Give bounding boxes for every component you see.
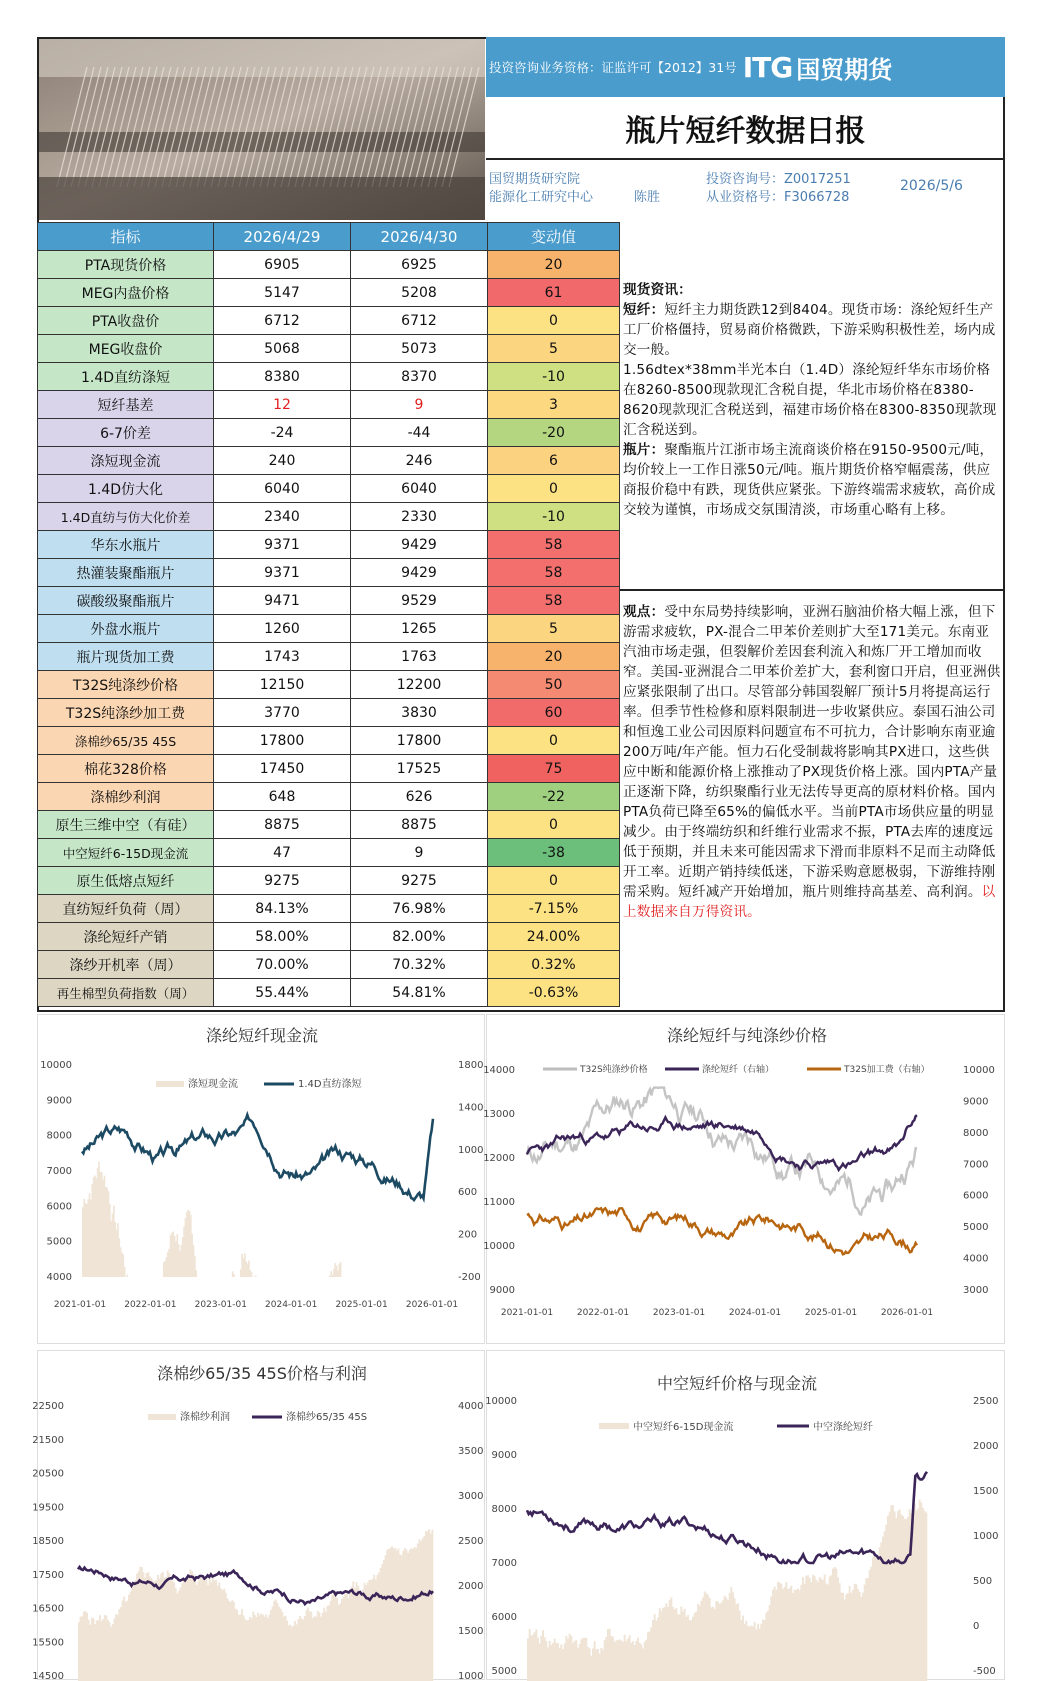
report-title: 瓶片短纤数据日报: [486, 97, 1005, 160]
axis-tick-label: 10000: [963, 1065, 995, 1076]
value-curr: 17800: [351, 727, 488, 755]
x-tick-label: 2026-01-01: [880, 1308, 934, 1318]
qualification-text: 投资咨询业务资格：证监许可【2012】31号: [489, 60, 737, 75]
axis-tick-label: 10000: [483, 1241, 515, 1252]
change-value: 0.32%: [488, 951, 620, 979]
area-bar: [255, 1276, 257, 1277]
x-tick-label: 2022-01-01: [576, 1308, 630, 1318]
value-curr: 6712: [351, 307, 488, 335]
value-prev: 17800: [214, 727, 351, 755]
change-value: 0: [488, 475, 620, 503]
x-tick-label: 2023-01-01: [652, 1308, 706, 1318]
change-value: 0: [488, 727, 620, 755]
legend-swatch-area: [148, 1414, 176, 1420]
axis-tick-label: 18500: [32, 1536, 64, 1547]
row-label: 原生低熔点短纤: [38, 867, 214, 895]
table-row: [38, 419, 620, 447]
consult-number: 投资咨询号：Z0017251: [706, 172, 851, 187]
table-row: [38, 671, 620, 699]
row-label: 碳酸级聚酯瓶片: [38, 587, 214, 615]
axis-tick-label: 19500: [32, 1502, 64, 1514]
axis-tick-label: 1000: [973, 1531, 999, 1542]
change-value: 60: [488, 699, 620, 727]
value-curr: 82.00%: [351, 923, 488, 951]
axis-tick-label: 7000: [963, 1159, 989, 1171]
value-curr: 5208: [351, 279, 488, 307]
axis-tick-label: 20500: [32, 1468, 64, 1480]
row-label: 1.4D仿大化: [38, 475, 214, 503]
axis-tick-label: 4000: [963, 1253, 989, 1265]
row-label: 原生三维中空（有硅）: [38, 811, 214, 839]
change-value: 6: [488, 447, 620, 475]
axis-tick-label: 14500: [32, 1671, 64, 1681]
value-prev: -24: [214, 419, 351, 447]
series-line: [527, 1088, 917, 1215]
legend-label: 涤纶短纤（右轴）: [702, 1065, 775, 1075]
value-prev: 70.00%: [214, 951, 351, 979]
header-banner: [486, 37, 1005, 97]
table-row: [38, 643, 620, 671]
table-row: [38, 951, 620, 979]
axis-tick-label: 6000: [46, 1201, 72, 1213]
area-bar: [195, 1270, 197, 1277]
axis-tick-label: 3000: [458, 1491, 484, 1502]
series-line: [82, 1115, 433, 1200]
row-label: 涤纶短纤产销: [38, 923, 214, 951]
row-label: PTA收盘价: [38, 307, 214, 335]
value-curr: 9429: [351, 531, 488, 559]
table-row: [38, 251, 620, 279]
value-prev: 8380: [214, 363, 351, 391]
col-header: 变动值: [488, 223, 620, 251]
spot-news-box: [620, 222, 1005, 591]
series-line: [527, 1208, 917, 1254]
value-prev: 17450: [214, 755, 351, 783]
table-row: [38, 447, 620, 475]
legend-label: 涤棉纱65/35 45S: [286, 1412, 368, 1423]
row-label: PTA现货价格: [38, 251, 214, 279]
change-value: 58: [488, 559, 620, 587]
x-tick-label: 2024-01-01: [265, 1300, 318, 1310]
axis-tick-label: 12000: [483, 1153, 515, 1164]
area-bar: [233, 1274, 235, 1277]
col-header: 2026/4/30: [351, 223, 488, 251]
axis-tick-label: 1500: [973, 1486, 999, 1497]
table-row: [38, 531, 620, 559]
company-name: 国贸期货: [796, 55, 893, 84]
value-prev: 12: [214, 391, 351, 419]
table-row: [38, 755, 620, 783]
table-row: [38, 559, 620, 587]
value-prev: 8875: [214, 811, 351, 839]
row-label: 中空短纤6-15D现金流: [38, 839, 214, 867]
axis-tick-label: 0: [973, 1621, 980, 1632]
row-label: 涤棉纱65/35 45S: [38, 727, 214, 755]
table-row: [38, 615, 620, 643]
value-prev: 6905: [214, 251, 351, 279]
row-label: 涤短现金流: [38, 447, 214, 475]
row-label: 涤纱开机率（周）: [38, 951, 214, 979]
axis-tick-label: 4000: [458, 1401, 484, 1412]
axis-tick-label: 7000: [46, 1166, 72, 1177]
area-bar: [127, 1275, 129, 1277]
legend-label: 涤短现金流: [188, 1079, 238, 1090]
axis-tick-label: 5000: [46, 1236, 72, 1248]
table-row: [38, 503, 620, 531]
view-text: 受中东局势持续影响，亚洲石脑油价格大幅上涨，但下游需求疲软，PX-混合二甲苯价差则扩大至171美元。东南亚汽油市场走强，但裂解价差因套利流入和炼厂开工增加而收窄。美国-亚洲混合二甲苯价差扩大，套利窗口开启，但亚洲供应紧张限制了出口。尽管部分韩国裂解厂预计5月将提高运行率。但季节性检修和原料限制进一步收紧供应。泰国石油公司和恒逸工业公司因原料问题宣布不可抗力，合计影响东南亚逾200万吨/年产能。恒力石化受制裁将影响其PX进口，这些供应中断和能源价格上涨推动了PX现货价格上涨。国内PTA产量正逐渐下降，纺织聚酯行业无法传导更高的原材料价格。国内PTA负荷已降至65%的偏低水平。当前PTA市场供应量的明显减少。由于终端纺织和纤维行业需求不振，PTA去库的速度远低于预期，并且未来可能因需求下滑而非原料不足而主动降低开工率。近期产销持续低迷，下游采购意愿极弱，下游维持刚需采购。短纤减产开始增加，瓶片则维持高基差、高利润。: [623, 604, 1001, 900]
row-label: 6-7价差: [38, 419, 214, 447]
axis-tick-label: 14000: [483, 1065, 515, 1076]
value-prev: 1743: [214, 643, 351, 671]
area-bar: [124, 1267, 126, 1277]
value-curr: 626: [351, 783, 488, 811]
axis-tick-label: 13000: [483, 1109, 515, 1120]
x-tick-label: 2023-01-01: [194, 1300, 247, 1310]
table-row: [38, 727, 620, 755]
chart-tc-yarn: [32, 1350, 485, 1681]
row-label: 再生棉型负荷指数（周）: [38, 979, 214, 1007]
value-prev: 6712: [214, 307, 351, 335]
row-label: T32S纯涤纱价格: [38, 671, 214, 699]
table-row: [38, 279, 620, 307]
value-curr: 3830: [351, 699, 488, 727]
value-prev: 55.44%: [214, 979, 351, 1007]
axis-tick-label: 1500: [458, 1626, 484, 1637]
legend-label: T32S加工费（右轴）: [844, 1065, 930, 1075]
axis-tick-label: 2000: [458, 1581, 484, 1592]
row-label: MEG内盘价格: [38, 279, 214, 307]
value-curr: 12200: [351, 671, 488, 699]
table-row: [38, 307, 620, 335]
area-bar: [340, 1262, 342, 1277]
row-label: 热灌装聚酯瓶片: [38, 559, 214, 587]
chart-hollow-fiber: [486, 1350, 1005, 1680]
series-line: [527, 1472, 927, 1563]
table-row: [38, 475, 620, 503]
table-row: [38, 867, 620, 895]
change-value: 50: [488, 671, 620, 699]
row-label: MEG收盘价: [38, 335, 214, 363]
change-value: 24.00%: [488, 923, 620, 951]
value-prev: 6040: [214, 475, 351, 503]
value-curr: 246: [351, 447, 488, 475]
axis-tick-label: 3500: [458, 1446, 484, 1457]
institute: 国贸期货研究院: [489, 172, 581, 187]
value-curr: 9: [351, 391, 488, 419]
x-tick-label: 2024-01-01: [728, 1308, 782, 1318]
axis-tick-label: 5000: [963, 1222, 989, 1234]
axis-tick-label: 15500: [32, 1637, 64, 1649]
value-prev: 3770: [214, 699, 351, 727]
value-prev: 9371: [214, 531, 351, 559]
value-prev: 9471: [214, 587, 351, 615]
axis-tick-label: 10000: [485, 1396, 517, 1407]
value-prev: 5147: [214, 279, 351, 307]
axis-tick-label: 9000: [963, 1096, 989, 1108]
spot-heading: 现货资讯：: [623, 282, 692, 298]
axis-tick-label: 9000: [491, 1450, 517, 1461]
change-value: -10: [488, 363, 620, 391]
change-value: 75: [488, 755, 620, 783]
value-curr: 9529: [351, 587, 488, 615]
value-curr: 8370: [351, 363, 488, 391]
col-header: 2026/4/29: [214, 223, 351, 251]
table-row: [38, 391, 620, 419]
view-box: [620, 602, 1005, 922]
value-prev: 5068: [214, 335, 351, 363]
axis-tick-label: -500: [973, 1666, 996, 1677]
value-prev: 1260: [214, 615, 351, 643]
axis-tick-label: 3000: [963, 1285, 989, 1296]
table-row: [38, 979, 620, 1007]
value-curr: 9275: [351, 867, 488, 895]
value-curr: 17525: [351, 755, 488, 783]
pf-text-2: 1.56dtex*38mm半光本白（1.4D）涤纶短纤华东市场价格在8260-8500现款现汇含税自提，华北市场价格在8380-8620现款现汇含税送到，福建市场价格在8300-8350现款现汇含税送到。: [623, 362, 997, 438]
bottle-label: 瓶片：: [623, 442, 665, 458]
change-value: 5: [488, 615, 620, 643]
legend-label: 中空涤纶短纤: [813, 1422, 873, 1433]
pf-label: 短纤：: [623, 302, 665, 318]
axis-tick-label: 500: [973, 1576, 993, 1587]
axis-tick-label: 16500: [32, 1603, 64, 1615]
value-curr: 8875: [351, 811, 488, 839]
value-curr: 5073: [351, 335, 488, 363]
axis-tick-label: 7000: [491, 1558, 517, 1569]
value-prev: 240: [214, 447, 351, 475]
chart-title: 涤纶短纤与纯涤纱价格: [666, 1026, 828, 1045]
axis-tick-label: 9000: [46, 1095, 72, 1107]
table-row: [38, 699, 620, 727]
cert-number: 从业资格号：F3066728: [706, 190, 850, 205]
change-value: 61: [488, 279, 620, 307]
value-prev: 648: [214, 783, 351, 811]
axis-tick-label: 2000: [973, 1441, 999, 1452]
change-value: 20: [488, 251, 620, 279]
change-value: -7.15%: [488, 895, 620, 923]
legend-swatch-area: [156, 1081, 184, 1087]
report-date: 2026/5/6: [900, 178, 963, 194]
axis-tick-label: 22500: [32, 1401, 64, 1412]
chart-title: 涤棉纱65/35 45S价格与利润: [157, 1364, 367, 1383]
value-curr: 9: [351, 839, 488, 867]
x-tick-label: 2025-01-01: [804, 1308, 858, 1318]
axis-tick-label: 8000: [46, 1130, 72, 1142]
axis-tick-label: 2500: [973, 1396, 999, 1407]
report-meta: [486, 162, 1005, 220]
view-label: 观点：: [623, 604, 665, 620]
change-value: 0: [488, 307, 620, 335]
chart-title: 涤纶短纤现金流: [205, 1026, 319, 1045]
table-row: [38, 895, 620, 923]
change-value: 58: [488, 531, 620, 559]
change-value: 0: [488, 867, 620, 895]
legend-label: T32S纯涤纱价格: [580, 1065, 648, 1075]
axis-tick-label: 6000: [963, 1190, 989, 1202]
chart-title: 中空短纤价格与现金流: [656, 1374, 818, 1393]
change-value: 0: [488, 811, 620, 839]
axis-tick-label: 8000: [491, 1504, 517, 1515]
axis-tick-label: 1000: [458, 1671, 484, 1681]
change-value: -38: [488, 839, 620, 867]
axis-tick-label: 4000: [46, 1272, 72, 1283]
change-value: -0.63%: [488, 979, 620, 1007]
chart-cashflow: [37, 1014, 485, 1344]
analyst-name: 陈胜: [634, 190, 661, 205]
legend-label: 中空短纤6-15D现金流: [633, 1422, 734, 1433]
legend-label: 涤棉纱利润: [180, 1412, 230, 1423]
row-label: 直纺短纤负荷（周）: [38, 895, 214, 923]
source-note: 以上数据来自万得资讯。: [623, 884, 996, 920]
row-label: 华东水瓶片: [38, 531, 214, 559]
value-curr: -44: [351, 419, 488, 447]
axis-tick-label: 1400: [458, 1102, 484, 1114]
value-prev: 84.13%: [214, 895, 351, 923]
change-value: 5: [488, 335, 620, 363]
value-curr: 9429: [351, 559, 488, 587]
area-bar: [431, 1530, 433, 1681]
axis-tick-label: 200: [458, 1229, 478, 1241]
row-label: 棉花328价格: [38, 755, 214, 783]
area-bar: [925, 1513, 927, 1681]
axis-tick-label: 9000: [489, 1285, 515, 1296]
value-prev: 2340: [214, 503, 351, 531]
research-center: 能源化工研究中心: [489, 190, 594, 205]
value-curr: 1265: [351, 615, 488, 643]
table-row: [38, 839, 620, 867]
row-label: 瓶片现货加工费: [38, 643, 214, 671]
row-label: T32S纯涤纱加工费: [38, 699, 214, 727]
value-curr: 2330: [351, 503, 488, 531]
table-row: [38, 587, 620, 615]
table-row: [38, 335, 620, 363]
area-bar: [251, 1272, 253, 1277]
change-value: -22: [488, 783, 620, 811]
bottle-text: 聚酯瓶片江浙市场主流商谈价格在9150-9500元/吨，均价较上一工作日涨50元/吨。瓶片期货价格窄幅震荡，供应商报价稳中有跌，现货供应紧张。下游终端需求疲软，高价成交较为谨慎，市场成交氛围清淡，市场重心略有上移。: [623, 442, 996, 518]
change-value: -10: [488, 503, 620, 531]
change-value: 58: [488, 587, 620, 615]
table-row: [38, 923, 620, 951]
table-row: [38, 783, 620, 811]
row-label: 外盘水瓶片: [38, 615, 214, 643]
table-row: [38, 363, 620, 391]
change-value: -20: [488, 419, 620, 447]
value-prev: 9275: [214, 867, 351, 895]
change-value: 20: [488, 643, 620, 671]
axis-tick-label: 10000: [40, 1060, 72, 1071]
legend-swatch-area: [599, 1423, 629, 1429]
x-tick-label: 2021-01-01: [500, 1308, 554, 1318]
axis-tick-label: 5000: [491, 1666, 517, 1677]
axis-tick-label: 600: [458, 1187, 478, 1199]
value-curr: 70.32%: [351, 951, 488, 979]
axis-tick-label: 6000: [491, 1612, 517, 1623]
legend-label: 1.4D直纺涤短: [298, 1079, 362, 1090]
value-prev: 12150: [214, 671, 351, 699]
axis-tick-label: 21500: [32, 1434, 64, 1446]
value-curr: 6925: [351, 251, 488, 279]
itg-logo: ITG: [742, 50, 793, 84]
change-value: 3: [488, 391, 620, 419]
value-prev: 9371: [214, 559, 351, 587]
x-tick-label: 2026-01-01: [405, 1300, 459, 1310]
axis-tick-label: 2500: [458, 1536, 484, 1547]
x-tick-label: 2021-01-01: [53, 1300, 107, 1310]
table-header-row: [38, 223, 620, 251]
value-curr: 6040: [351, 475, 488, 503]
x-tick-label: 2022-01-01: [124, 1300, 177, 1310]
axis-tick-label: 8000: [963, 1127, 989, 1139]
value-prev: 58.00%: [214, 923, 351, 951]
pf-text: 短纤主力期货跌12到8404。现货市场：涤纶短纤生产工厂价格僵持，贸易商价格微跌，下游采购积极性差，场内成交一般。: [623, 302, 996, 358]
indicator-table: [37, 222, 620, 1007]
axis-tick-label: -200: [458, 1272, 481, 1283]
table-row: [38, 811, 620, 839]
value-prev: 47: [214, 839, 351, 867]
row-label: 1.4D直纺与仿大化价差: [38, 503, 214, 531]
row-label: 1.4D直纺涤短: [38, 363, 214, 391]
value-curr: 1763: [351, 643, 488, 671]
axis-tick-label: 1800: [458, 1060, 484, 1071]
col-header: 指标: [38, 223, 214, 251]
row-label: 涤棉纱利润: [38, 783, 214, 811]
value-curr: 76.98%: [351, 895, 488, 923]
axis-tick-label: 1000: [458, 1144, 484, 1156]
value-curr: 54.81%: [351, 979, 488, 1007]
row-label: 短纤基差: [38, 391, 214, 419]
x-tick-label: 2025-01-01: [335, 1300, 388, 1310]
chart-yarn-price: [483, 1014, 1005, 1344]
axis-tick-label: 17500: [32, 1569, 64, 1581]
axis-tick-label: 11000: [483, 1197, 515, 1208]
